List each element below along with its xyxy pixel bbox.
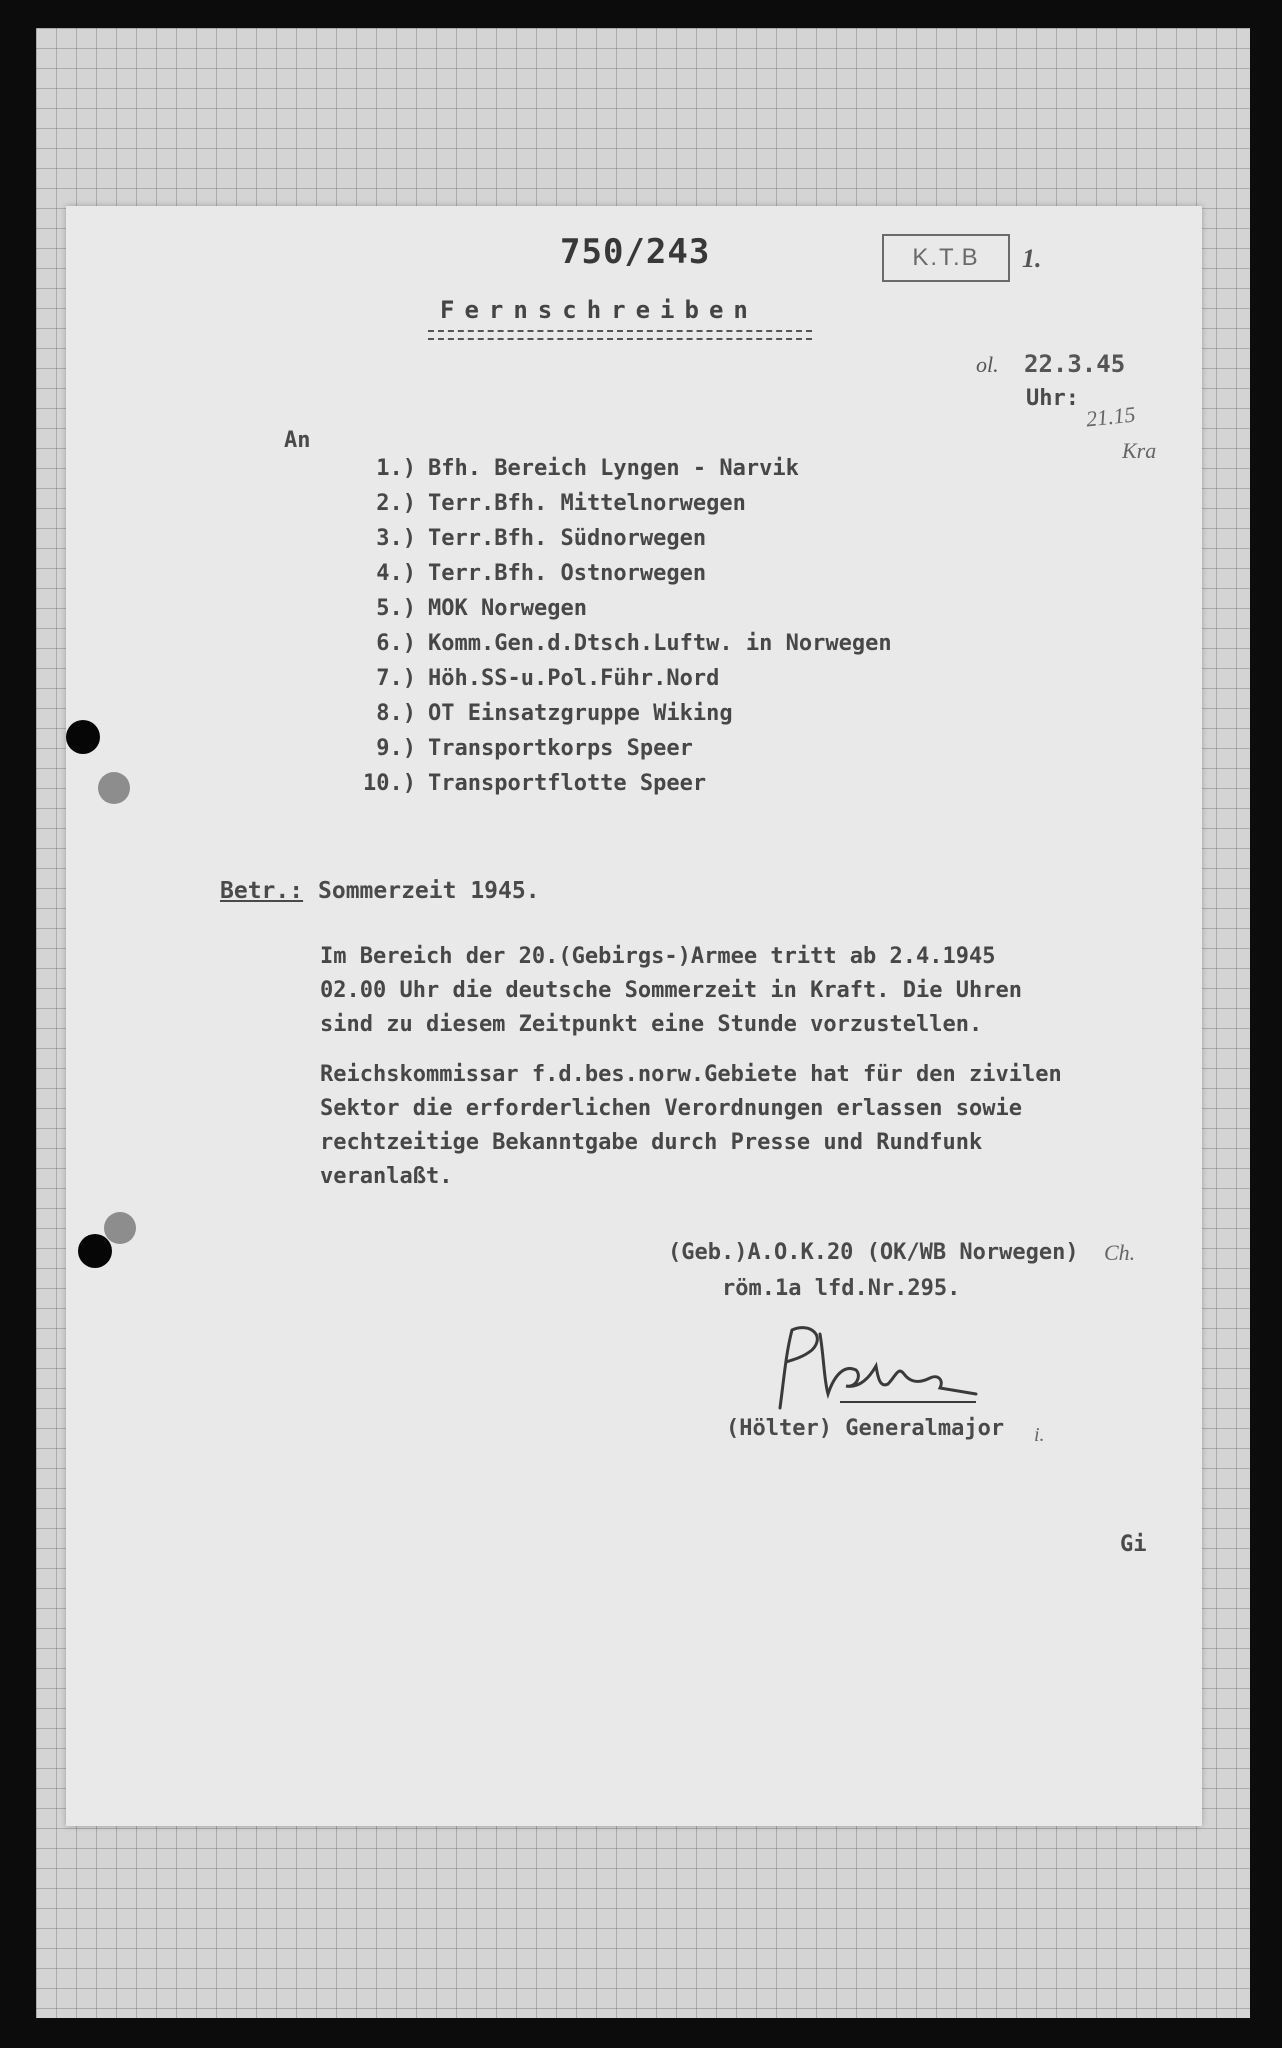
ktb-stamp (882, 234, 1010, 282)
addressee-item (336, 736, 693, 761)
body-line: Im Bereich der 20.(Gebirgs-)Armee tritt ab 2.4.1945 (320, 944, 996, 969)
sender-line: (Geb.)A.O.K.20 (OK/WB Norwegen) (668, 1240, 1079, 1265)
document-number: 750/243 (560, 232, 711, 272)
addressee-name: Terr.Bfh. Mittelnorwegen (428, 491, 746, 516)
body-line: veranlaßt. (320, 1164, 453, 1189)
ktb-stamp-text: K.T.B (912, 244, 980, 271)
title-underline (428, 330, 812, 340)
handwritten-signature (740, 1318, 980, 1418)
addressee-item (336, 526, 706, 551)
time-label: Uhr: (1026, 386, 1079, 411)
addressee-item (336, 561, 706, 586)
addressee-number: 9.) (376, 736, 416, 761)
addressee-number: 4.) (376, 561, 416, 586)
form-title: Fernschreiben (440, 296, 758, 324)
addressee-name: Terr.Bfh. Südnorwegen (428, 526, 707, 551)
body-paragraph (320, 940, 1022, 1042)
punch-hole (78, 1234, 112, 1268)
addressee-name: Komm.Gen.d.Dtsch.Luftw. in Norwegen (428, 631, 892, 656)
addressee-number: 1.) (376, 456, 416, 481)
subject-label: Betr.: (220, 878, 304, 904)
addressee-number: 3.) (376, 526, 416, 551)
addressee-item (336, 631, 892, 656)
sender-handwritten-mark: Ch. (1104, 1240, 1136, 1265)
ktb-handwritten-mark: 1. (1022, 244, 1042, 273)
addressee-number: 10.) (363, 771, 416, 796)
subject-text: Sommerzeit 1945. (318, 878, 540, 904)
body-line: Sektor die erforderlichen Verordnungen erlassen sowie (320, 1096, 1022, 1121)
handwritten-initials: Kra (1122, 438, 1157, 463)
addressee-name: Höh.SS-u.Pol.Führ.Nord (428, 666, 720, 691)
date-value: 22.3.45 (1024, 350, 1126, 378)
addressee-item (336, 771, 706, 796)
body-paragraph (320, 1058, 1062, 1194)
addressee-name: OT Einsatzgruppe Wiking (428, 701, 733, 726)
body-line: rechtzeitige Bekanntgabe durch Presse und Rundfunk (320, 1130, 983, 1155)
addressee-item (336, 596, 587, 621)
body-line: sind zu diesem Zeitpunkt eine Stunde vorzustellen. (320, 1012, 983, 1037)
addressee-item (336, 491, 746, 516)
addressee-name: Transportflotte Speer (428, 771, 707, 796)
addressee-name: MOK Norwegen (428, 596, 587, 621)
punch-hole (66, 720, 100, 754)
punch-hole-shadow (98, 772, 130, 804)
addressee-number: 8.) (376, 701, 416, 726)
punch-hole-shadow (104, 1212, 136, 1244)
addressee-name: Transportkorps Speer (428, 736, 693, 761)
body-line: 02.00 Uhr die deutsche Sommerzeit in Kraft. Die Uhren (320, 978, 1022, 1003)
date-prefix: ol. (976, 352, 999, 377)
time-value: 21.15 (1084, 401, 1137, 432)
addressee-item (336, 666, 719, 691)
typist-initials: Gi (1120, 1532, 1147, 1557)
signer-name: (Hölter) Generalmajor (726, 1416, 1005, 1441)
addressee-number: 5.) (376, 596, 416, 621)
reference-number: röm.1a lfd.Nr.295. (722, 1276, 961, 1301)
addressee-item (336, 456, 799, 481)
body-line: Reichskommissar f.d.bes.norw.Gebiete hat für den zivilen (320, 1062, 1062, 1087)
addressee-number: 6.) (376, 631, 416, 656)
addressee-label: An (284, 428, 311, 453)
addressee-name: Terr.Bfh. Ostnorwegen (428, 561, 707, 586)
addressee-item (336, 701, 733, 726)
signer-handwritten-mark: i. (1034, 1424, 1045, 1446)
addressee-name: Bfh. Bereich Lyngen - Narvik (428, 456, 799, 481)
addressee-number: 2.) (376, 491, 416, 516)
addressee-number: 7.) (376, 666, 416, 691)
